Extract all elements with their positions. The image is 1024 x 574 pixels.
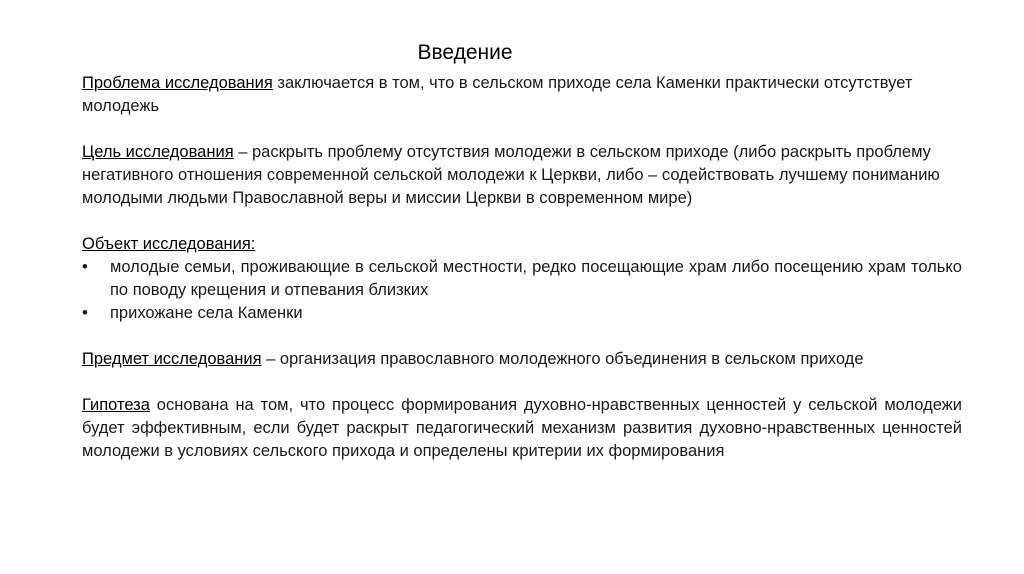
bullet-icon: • — [82, 304, 88, 322]
hypothesis-term: Гипотеза — [82, 396, 150, 414]
subject-term: Предмет исследования — [82, 350, 262, 368]
hypothesis-paragraph — [82, 394, 962, 463]
problem-text: заключается в том, что в сельском приходе села Каменки практически отсутствует молодежь — [82, 74, 913, 115]
hypothesis-text: основана на том, что процесс формирования духовно-нравственных ценностей у сельской молодежи будет эффективным, если будет раскрыт педагогический механизм развития духовно-нравственных ценностей молодежи в условиях сельского прихода и определены критерии их формирования — [82, 396, 962, 460]
object-list — [82, 256, 962, 325]
goal-text: – раскрыть проблему отсутствия молодежи в сельском приходе (либо раскрыть проблему негативного отношения современной сельской молодежи к Церкви, либо – содействовать лучшему пониманию молодыми людьми Православной веры и миссии Церкви в современном мире) — [82, 143, 940, 207]
list-item — [82, 302, 962, 325]
goal-paragraph — [82, 141, 962, 210]
slide-title: Введение — [417, 41, 513, 64]
list-item-text: прихожане села Каменки — [110, 304, 303, 322]
subject-paragraph — [82, 348, 962, 371]
bullet-icon: • — [82, 258, 88, 276]
list-item-text: молодые семьи, проживающие в сельской местности, редко посещающие храм либо посещению храм только по поводу крещения и отпевания близких — [110, 258, 962, 299]
object-heading — [82, 233, 962, 256]
problem-term: Проблема исследования — [82, 74, 273, 92]
slide-content — [82, 72, 962, 463]
problem-paragraph — [82, 72, 962, 118]
object-term: Объект исследования: — [82, 235, 256, 253]
goal-term: Цель исследования — [82, 143, 234, 161]
list-item — [82, 256, 962, 302]
subject-text: – организация православного молодежного объединения в сельском приходе — [261, 350, 864, 368]
